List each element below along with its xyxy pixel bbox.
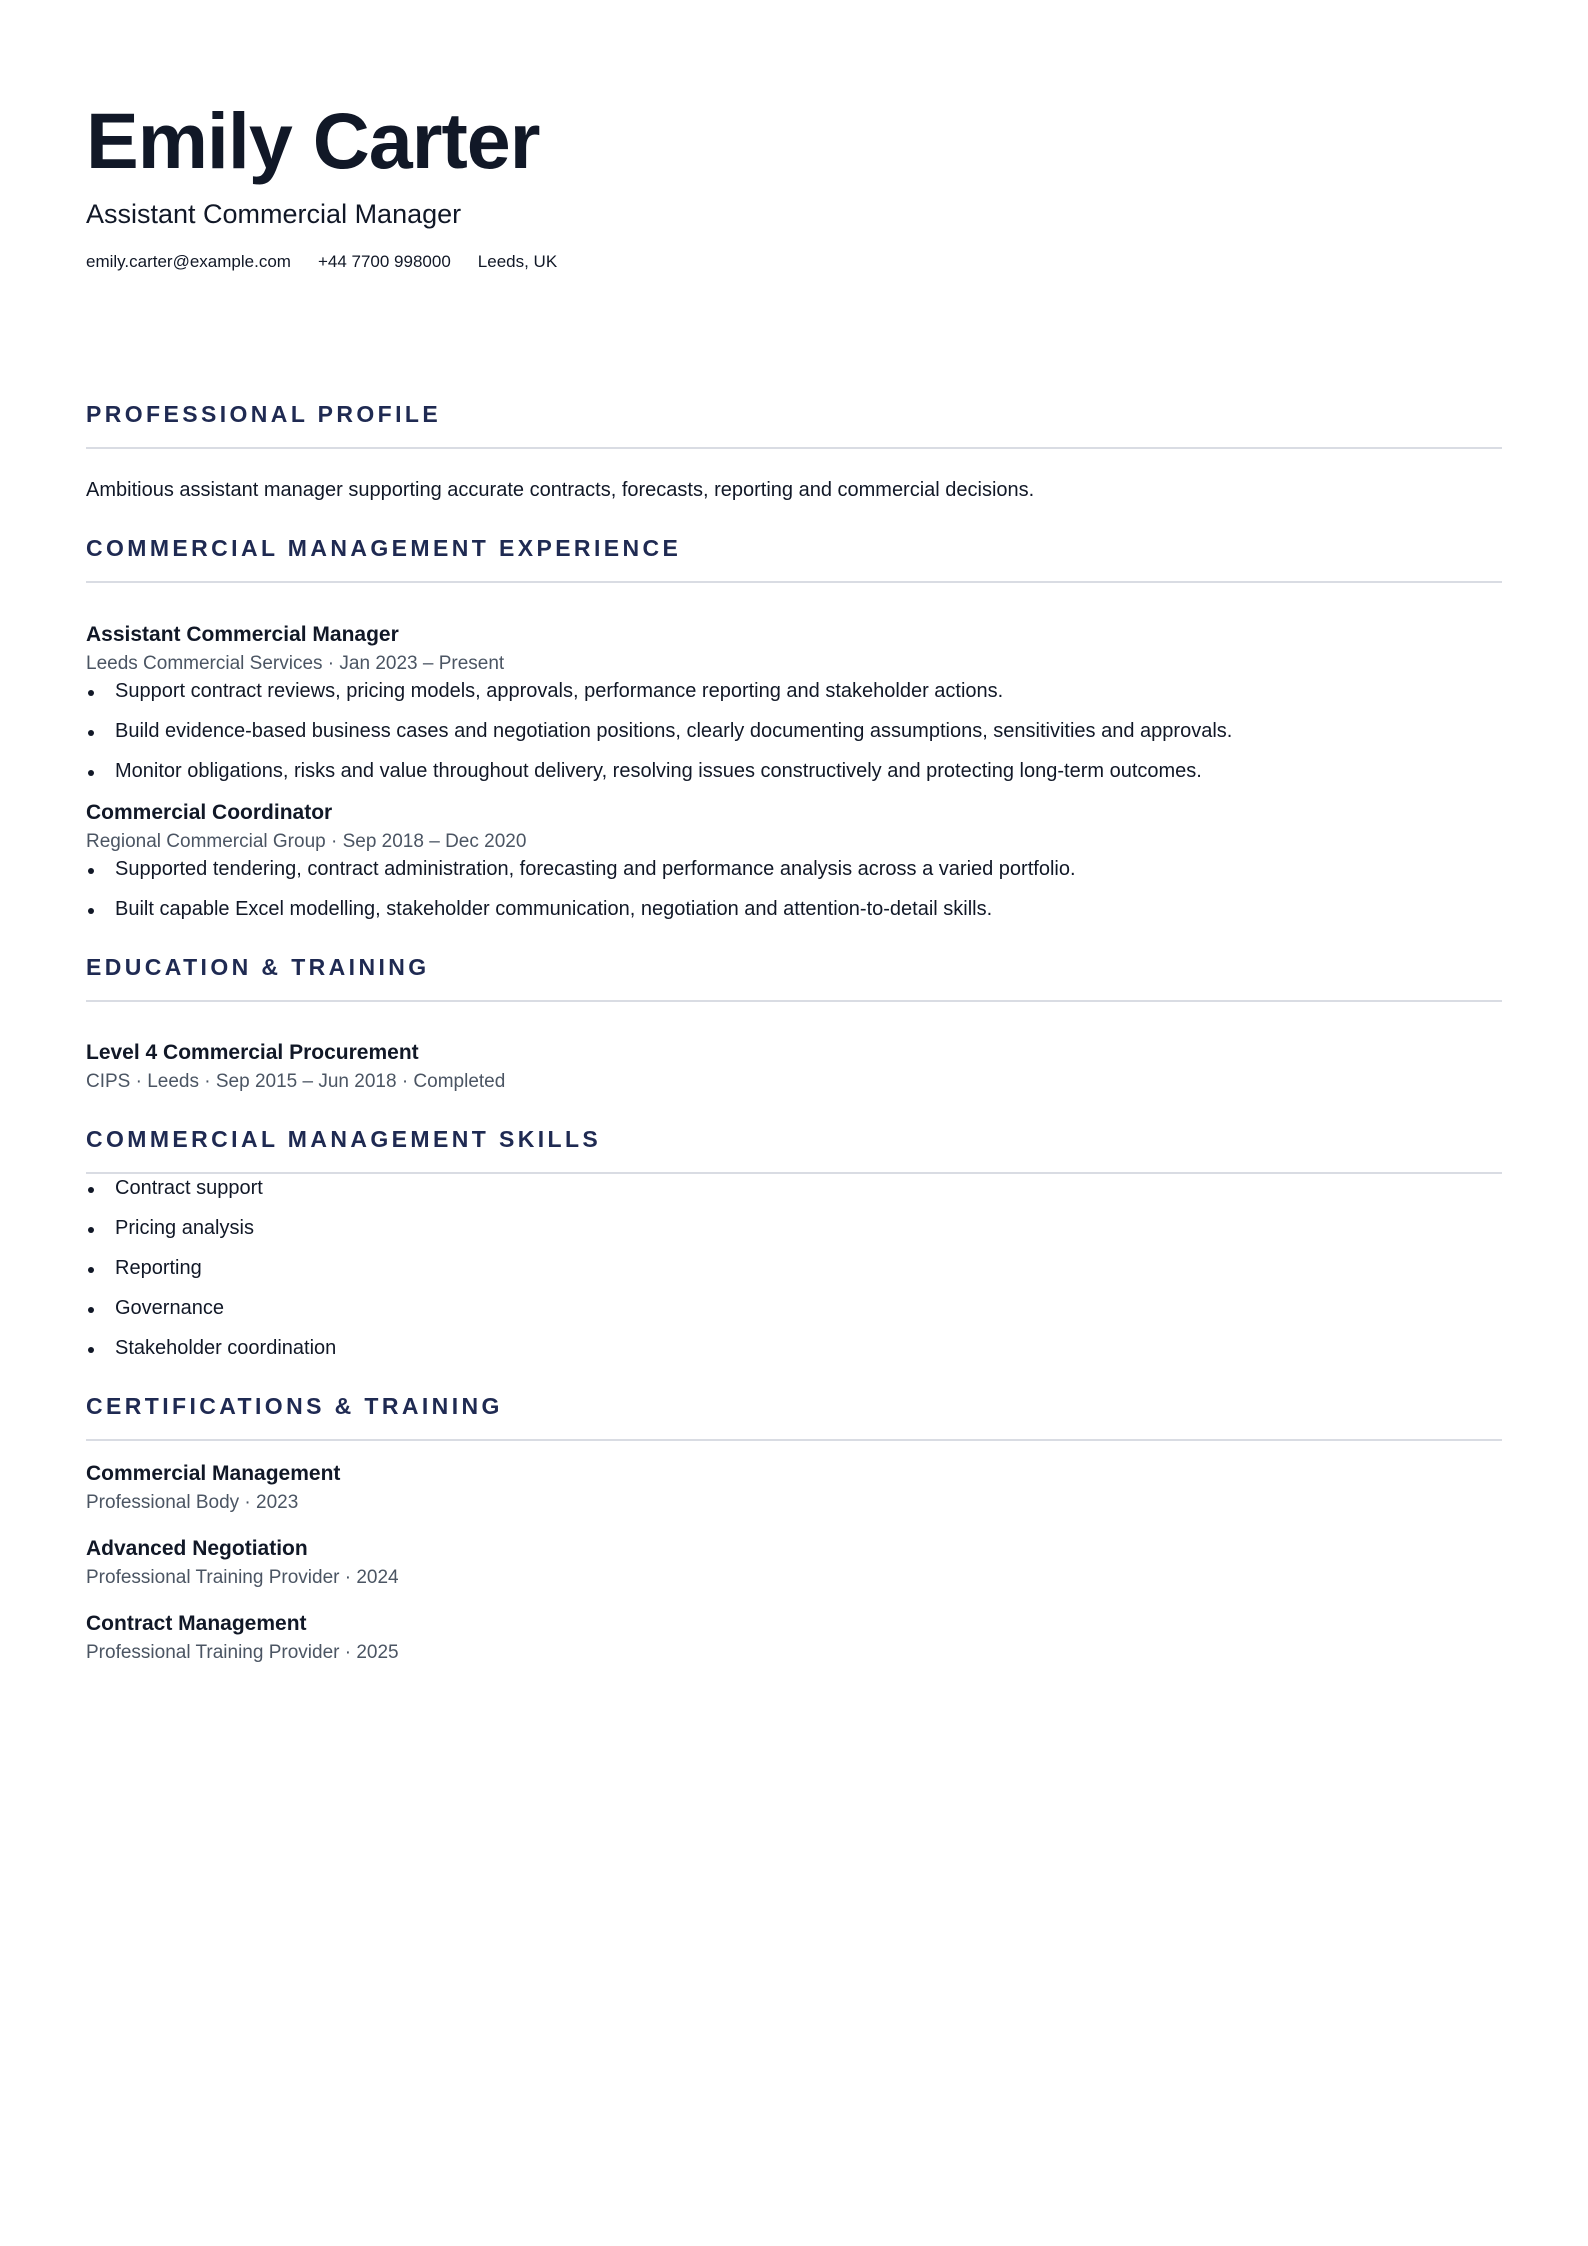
job-meta: Regional Commercial Group · Sep 2018 – Dec 2020 xyxy=(86,831,527,852)
section-experience xyxy=(86,533,1502,923)
section-divider xyxy=(86,581,1502,583)
skill-item: Stakeholder coordination xyxy=(115,1334,1502,1362)
section-skills xyxy=(86,1124,1502,1362)
certification-meta: Professional Training Provider · 2024 xyxy=(86,1567,399,1588)
certification-title: Contract Management xyxy=(86,1612,307,1635)
section-professional-profile xyxy=(86,399,1502,504)
job-bullet-list xyxy=(86,677,1502,785)
certification-meta: Professional Body · 2023 xyxy=(86,1492,299,1513)
section-title-skills: COMMERCIAL MANAGEMENT SKILLS xyxy=(86,1126,602,1152)
skill-item: Governance xyxy=(115,1294,1502,1322)
contact-phone: +44 7700 998000 xyxy=(317,252,451,271)
candidate-name: Emily Carter xyxy=(86,96,540,185)
job-bullet: Built capable Excel modelling, stakeholder communication, negotiation and attention-to-detail skills. xyxy=(115,895,1502,923)
profile-summary: Ambitious assistant manager supporting accurate contracts, forecasts, reporting and commercial decisions. xyxy=(86,479,1035,501)
section-title-education: EDUCATION & TRAINING xyxy=(86,954,430,980)
job-bullet: Build evidence-based business cases and negotiation positions, clearly documenting assumptions, sensitivities and approvals. xyxy=(115,717,1502,745)
section-divider xyxy=(86,447,1502,449)
contact-location: Leeds, UK xyxy=(477,252,558,271)
job-bullet: Support contract reviews, pricing models, approvals, performance reporting and stakeholder actions. xyxy=(115,677,1502,705)
education-meta: CIPS · Leeds · Sep 2015 – Jun 2018 · Completed xyxy=(86,1071,506,1092)
skill-item: Reporting xyxy=(115,1254,1502,1282)
certification-meta: Professional Training Provider · 2025 xyxy=(86,1642,399,1663)
section-education xyxy=(86,952,1502,1095)
section-divider xyxy=(86,1000,1502,1002)
skill-item: Pricing analysis xyxy=(115,1214,1502,1242)
job-title: Assistant Commercial Manager xyxy=(86,623,399,646)
candidate-role: Assistant Commercial Manager xyxy=(86,199,462,229)
job-bullet: Supported tendering, contract administration, forecasting and performance analysis across a varied portfolio. xyxy=(115,855,1502,883)
skill-item: Contract support xyxy=(115,1174,1502,1202)
skills-list xyxy=(86,1174,1502,1362)
section-title-experience: COMMERCIAL MANAGEMENT EXPERIENCE xyxy=(86,535,682,561)
section-divider xyxy=(86,1439,1502,1441)
job-bullet: Monitor obligations, risks and value throughout delivery, resolving issues constructively and protecting long-term outcomes. xyxy=(115,757,1502,785)
section-title-profile: PROFESSIONAL PROFILE xyxy=(86,401,442,427)
certification-title: Commercial Management xyxy=(86,1462,341,1485)
certification-title: Advanced Negotiation xyxy=(86,1537,308,1560)
job-meta: Leeds Commercial Services · Jan 2023 – Present xyxy=(86,653,505,674)
section-title-certifications: CERTIFICATIONS & TRAINING xyxy=(86,1393,503,1419)
section-certifications xyxy=(86,1391,1502,1666)
education-title: Level 4 Commercial Procurement xyxy=(86,1041,419,1064)
contact-email: emily.carter@example.com xyxy=(86,252,291,271)
contact-row xyxy=(86,251,1502,273)
job-bullet-list xyxy=(86,855,1502,923)
job-title: Commercial Coordinator xyxy=(86,801,333,824)
